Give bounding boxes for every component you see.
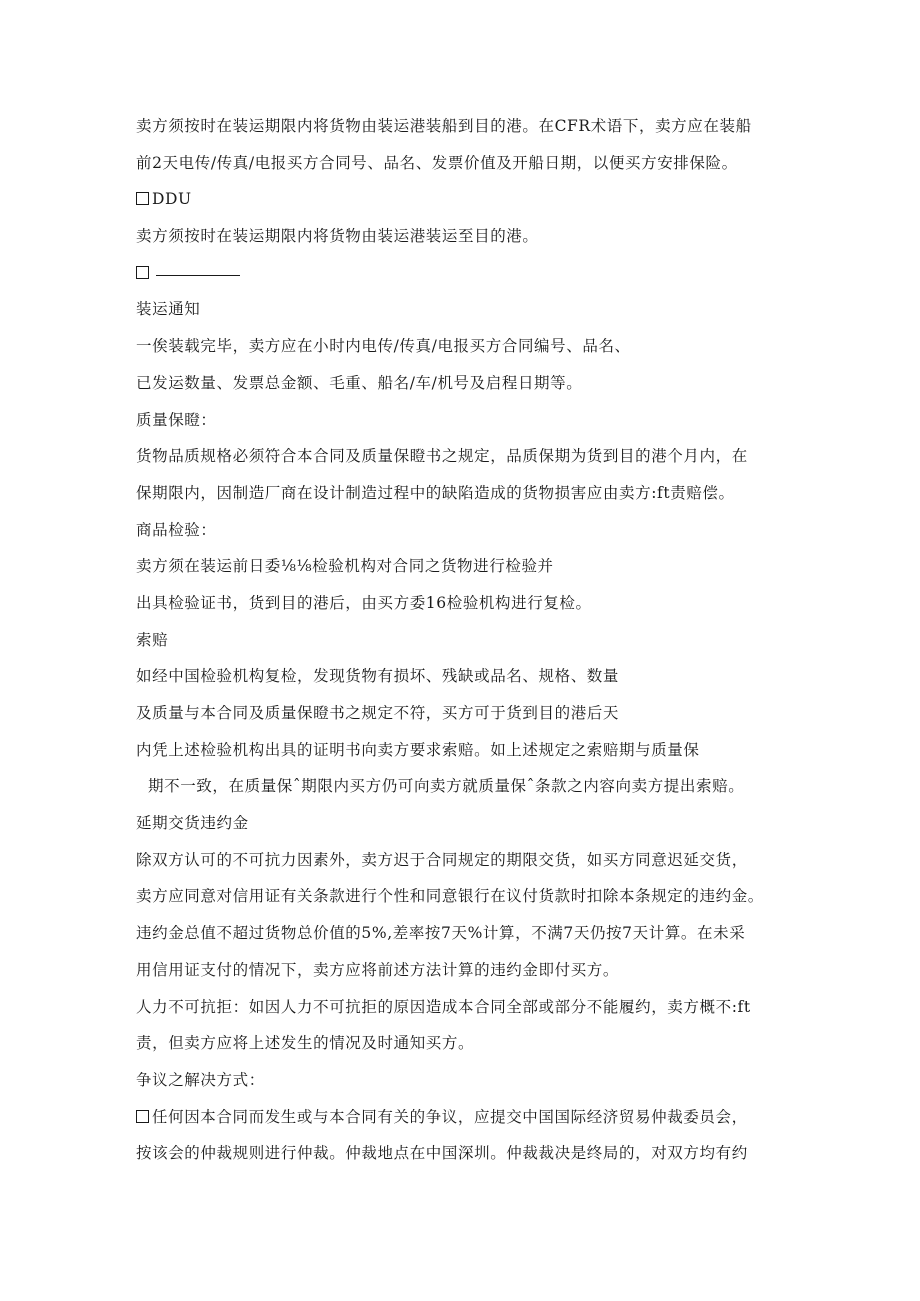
- text-line: 卖方须按时在装运期限内将货物由装运港装运至目的港。: [136, 227, 539, 246]
- text-line: 货物品质规格必须符合本合同及质量保瞪书之规定，品质保期为货到目的港个月内，在: [136, 447, 748, 466]
- blank-line: [156, 275, 240, 276]
- text-line: 前2天电传/传真/电报买方合同号、品名、发票价值及开船日期，以便买方安排保险。: [136, 153, 738, 172]
- text-line: 卖方须在装运前日委⅛⅛检验机构对合同之货物进行检验并: [136, 557, 554, 576]
- section-heading-inspection: 商品检验：: [136, 520, 217, 539]
- text-line: 一俟装载完毕，卖方应在小时内电传/传真/电报买方合同编号、品名、: [136, 337, 631, 356]
- section-heading-late-delivery: 延期交货违约金: [136, 814, 249, 833]
- text-line: 除双方认可的不可抗力因素外，卖方迟于合同规定的期限交货，如买方同意迟延交货，: [136, 850, 748, 869]
- text-line: 责，但卖方应将上述发生的情况及时通知买方。: [136, 1034, 475, 1053]
- option-blank: [136, 263, 796, 300]
- text-line: 出具检验证书，货到目的港后，由买方委16检验机构进行复检。: [136, 593, 592, 612]
- text-line: 内凭上述检验机构出具的证明书向卖方要求索赔。如上述规定之索赔期与质量保: [136, 740, 700, 759]
- checkbox-icon: [136, 1110, 149, 1123]
- text-line: 保期限内，因制造厂商在设计制造过程中的缺陷造成的货物损害应由卖方:ft责赔偿。: [136, 483, 735, 502]
- option-ddu-label: DDU: [152, 190, 192, 209]
- checkbox-icon: [136, 266, 149, 279]
- text-line: 及质量与本合同及质量保瞪书之规定不符，买方可于货到目的港后天: [136, 704, 620, 722]
- option-arbitration-text: 任何因本合同而发生或与本合同有关的争议，应提交中国国际经济贸易仲裁委员会，: [152, 1107, 748, 1126]
- text-line: 卖方须按时在装运期限内将货物由装运港装船到目的港。在CFR术语下，卖方应在装船: [136, 117, 752, 135]
- text-line: 卖方应同意对信用证有关条款进行个性和同意银行在议付货款时扣除本条规定的违约金。: [136, 887, 764, 906]
- option-arbitration: [136, 1107, 796, 1144]
- text-line: 用信用证支付的情况下，卖方应将前述方法计算的违约金即付买方。: [136, 960, 620, 979]
- checkbox-icon: [136, 192, 149, 205]
- section-heading-shipping-notice: 装运通知: [136, 300, 201, 319]
- text-line: 人力不可抗拒：如因人力不可抗拒的原因造成本合同全部或部分不能履约，卖方概不:ft: [136, 997, 751, 1016]
- text-line: 已发运数量、发票总金额、毛重、船名/车/机号及启程日期等。: [136, 373, 583, 392]
- section-heading-claims: 索赔: [136, 630, 169, 649]
- option-ddu: [136, 189, 796, 226]
- section-heading-dispute-resolution: 争议之解决方式：: [136, 1070, 265, 1089]
- text-line: 如经中国检验机构复检，发现货物有损坏、残缺或品名、规格、数量: [136, 667, 620, 686]
- text-line: 期不一致，在质量保ˆ期限内买方仍可向卖方就质量保ˆ条款之内容向卖方提出索赔。: [148, 777, 745, 796]
- section-heading-quality-guarantee: 质量保瞪：: [136, 410, 217, 429]
- document-body: [136, 116, 796, 1180]
- text-line: 违约金总值不超过货物总价值的5%,差率按7天%计算，不满7天仍按7天计算。在未采: [136, 924, 746, 943]
- text-line: 按该会的仲裁规则进行仲裁。仲裁地点在中国深圳。仲裁裁决是终局的，对双方均有约: [136, 1144, 748, 1163]
